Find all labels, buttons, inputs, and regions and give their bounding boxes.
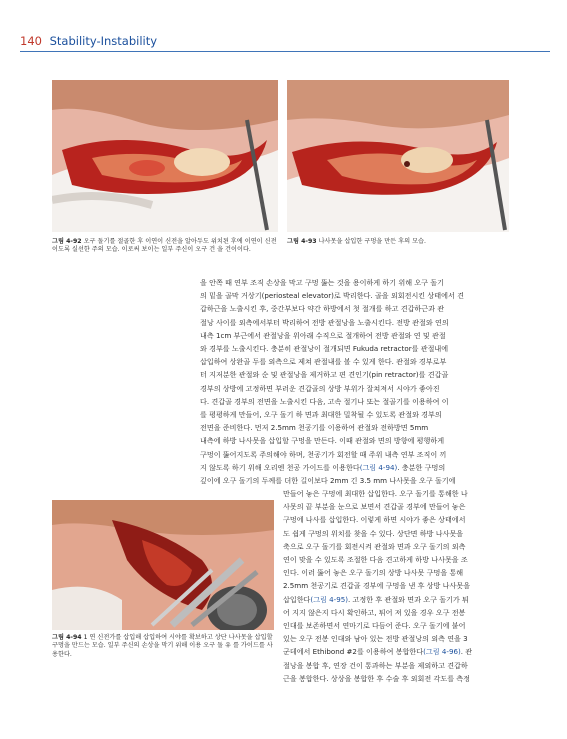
body-line: 절낭을 봉합 후, 연장 건이 통과하는 부분을 제외하고 견갑하 (283, 660, 468, 670)
figure-4-94-photo (52, 500, 274, 630)
body-line: 를 평평하게 만들어, 오구 돌기 하 면과 최대한 밀착될 수 있도록 관절와 경부의 (200, 410, 442, 420)
running-header (20, 34, 157, 48)
body-line: 사못의 끝 부분을 눈으로 보면서 견갑골 경부에 만들어 놓은 (283, 502, 466, 512)
body-text-upper (200, 276, 512, 487)
body-line: 있는 오구 전봉 인대와 남아 있는 전방 관절낭의 외측 연을 3 (283, 634, 468, 644)
body-line: 구멍에 나사를 삽입한다. 이렇게 하면 시야가 좋은 상태에서 (283, 515, 466, 525)
body-line: 갑하근을 노출시킨 후, 중간부보다 약간 하방에서 첫 절개를 하고 견갑하근과 관 (200, 304, 445, 314)
body-line: 을 안쪽 때 연부 조직 손상을 막고 구멍 뚫는 것을 용이하게 하기 위해 오구 돌기 (200, 278, 444, 287)
body-line: 내측에 하방 나사못을 삽입할 구멍을 만든다. 이때 관절와 면의 방향에 평행하게 (200, 436, 445, 446)
body-line: 근을 봉합한다. 상상을 봉합한 후 수술 후 외회전 각도를 측정 (283, 673, 471, 683)
body-line: 연이 맞을 수 있도록 조절한 다음 견고하게 하방 나사못을 조 (283, 555, 468, 565)
figure-ref-4-95[interactable]: (그림 4-95) (310, 594, 349, 604)
page-number: 140 (20, 34, 42, 48)
body-line: 어 지지 않은지 다시 확인하고, 튀어 져 있을 경우 오구 전봉 (283, 607, 466, 617)
body-line-text: . 고정한 후 관절와 면과 오구 돌기가 튀 (348, 594, 469, 604)
figure-4-93-caption (287, 238, 509, 246)
body-line-text: 군데에서 Ethibond #2를 이용하여 봉합한다 (283, 647, 424, 657)
figure-4-93-label: 그림 4-93 (287, 238, 317, 245)
running-title: Stability-Instability (49, 34, 158, 48)
body-line: 내측 1cm 부근에서 관절낭을 위아래 수직으로 절개하여 전방 관절와 연 및 관절 (200, 330, 446, 340)
body-line: 도 쉽게 구멍의 위치를 찾을 수 있다. 상단면 하방 나사못을 (283, 528, 464, 538)
body-line (283, 645, 512, 658)
body-line: 터 지저분한 관절와 순 및 관절낭을 제거하고 편 견인기(pin retractor)를 견갑골 (200, 370, 449, 380)
body-line: 깊이에 오구 돌기의 두께를 더한 길이보다 2mm 긴 3.5 mm 나사못을 오구 돌기에 (200, 476, 456, 486)
figure-4-94-text: 1 연 신전가를 삽입해 삽입하여 시야를 확보하고 상단 나사못을 삽입할 구멍을 만드는 모습. 일부 주신의 손상을 막기 위해 이용 오구 돌 유 를 가이드를 사용한다. (52, 634, 273, 658)
figure-4-92-label: 그림 4-92 (52, 238, 82, 245)
figure-4-92-photo (52, 80, 278, 232)
body-line: 의 밑을 골막 거상기(periosteal elevator)로 박리한다. 골을 외회전시킨 상태에서 견 (200, 291, 464, 301)
body-line: 전면을 준비한다. 먼저 2.5mm 천공기를 이용하여 관절와 전하방면 5mm (200, 423, 429, 433)
body-line: 구멍이 뚫어지도록 주의해야 하며, 천공기가 회전할 때 주위 내측 연부 조직이 끼 (200, 449, 447, 459)
body-line: 다. 견갑골 경부의 전면을 노출시킨 다음, 고속 절기나 또는 절골기를 이용하여 이 (200, 396, 449, 406)
body-line-text: 지 않도록 하기 위해 오리엔 천공 가이드를 이용한다 (200, 462, 360, 472)
body-line: 삽입하여 상완골 두를 외측으로 제쳐 관절내를 볼 수 있게 한다. 관절와 경부로부 (200, 357, 447, 367)
body-line: 인다. 이러 뚫어 놓은 오구 돌기의 상방 나사못 구멍을 통해 (283, 568, 464, 578)
body-line: 만들어 놓은 구멍에 최대한 삽입한다. 오구 돌기를 통해한 나 (283, 489, 468, 498)
figure-4-92-caption (52, 238, 278, 255)
figure-4-94-label: 그림 4-94 (52, 634, 82, 641)
body-line: 경부의 상방에 고정하면 부러운 견갑골의 상방 부위가 잘쳐져서 시야가 좋아진 (200, 383, 440, 393)
body-text-right-column (283, 487, 512, 685)
figure-ref-4-96[interactable]: (그림 4-96) (423, 647, 461, 657)
figure-ref-4-94[interactable]: (그림 4-94) (359, 462, 398, 472)
body-line (283, 593, 512, 606)
body-line: 2.5mm 천공기로 견갑골 경부에 구멍을 낸 후 상방 나사못을 (283, 581, 471, 591)
figure-4-93-text: 나사못을 삽입한 구멍을 만든 후의 모습. (318, 238, 426, 245)
figure-4-93-photo (287, 80, 509, 232)
body-line: 절낭 사이를 외측에서부터 박리하여 전방 관절낭을 노출시킨다. 전방 관절와 연의 (200, 317, 449, 327)
body-line: 인대를 보존하면서 연마기로 다듬어 준다. 오구 돌기에 붙어 (283, 621, 466, 631)
figure-4-92-text: 오구 돌기를 절골한 후 이연이 신전을 알아두도 위치된 후에 이연이 신전이도록 실선한 주의 모습. 이로써 보이는 일부 주신이 오구 건 을 건이이다. (52, 238, 277, 254)
body-line (200, 461, 512, 474)
body-line: 와 경부를 노출시킨다. 충분히 관절낭이 절개되면 Fukuda retractor를 관절내에 (200, 344, 449, 354)
figure-4-94-caption (52, 634, 274, 659)
header-divider (20, 51, 550, 52)
body-line-text: 삽입한다 (283, 594, 311, 604)
body-line-text: . 충분한 구멍의 (397, 462, 446, 472)
body-line: 축으로 오구 돌기를 회전시켜 관절와 면과 오구 돌기의 외측 (283, 541, 466, 551)
body-line-text: . 관 (460, 647, 473, 657)
